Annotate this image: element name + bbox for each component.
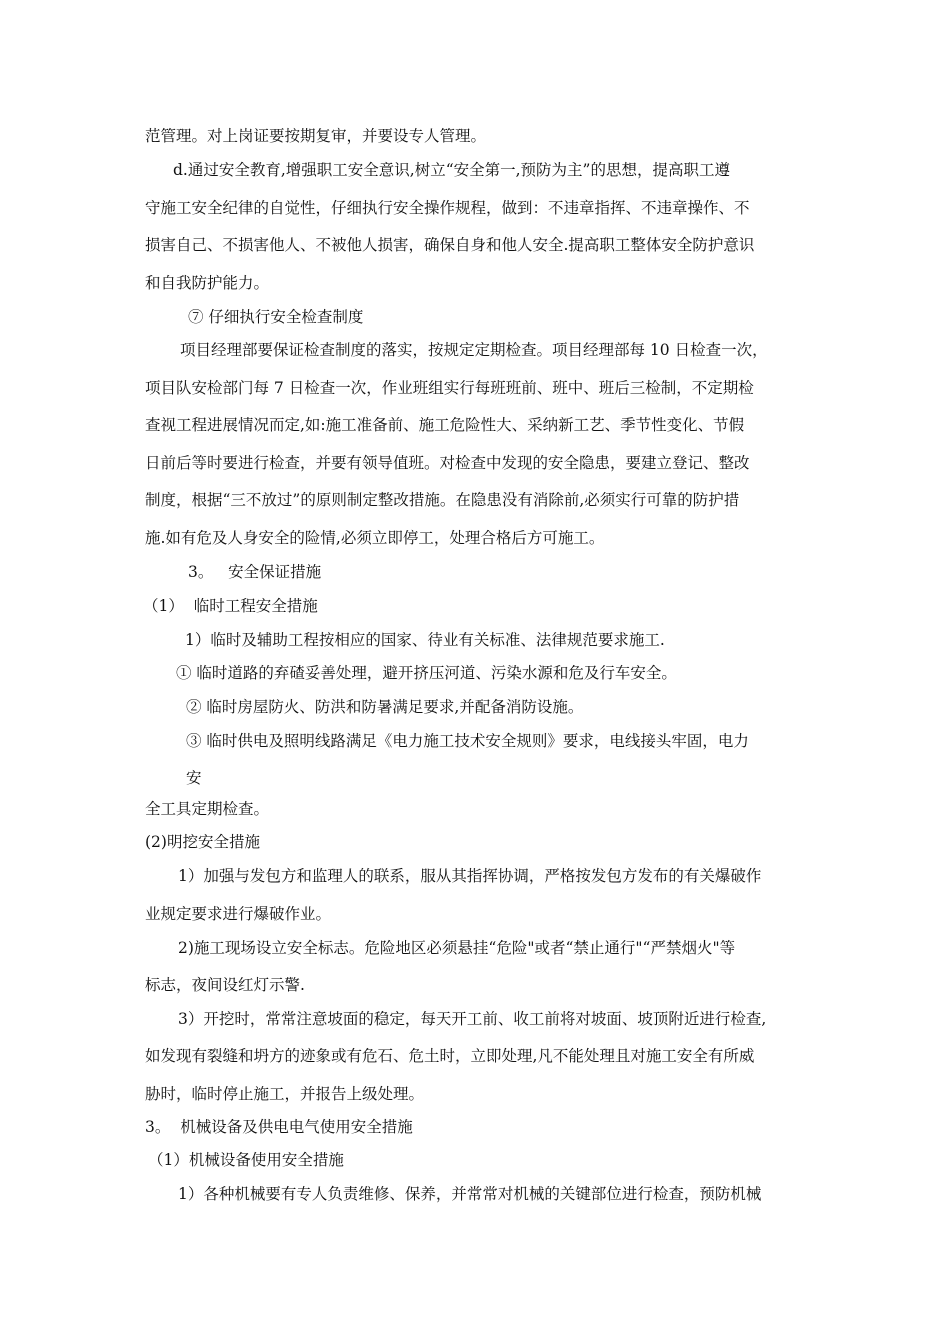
text-line: 如发现有裂缝和坍方的迹象或有危石、危土时，立即处理,凡不能处理且对施工安全有所威	[145, 1047, 755, 1065]
text-line: 日前后等时要进行检查，并要有领导值班。对检查中发现的安全隐患，要建立登记、整改	[145, 454, 750, 472]
section-heading: （1） 临时工程安全措施	[143, 597, 318, 615]
text-line: d.通过安全教育,增强职工安全意识,树立“安全第一,预防为主”的思想，提高职工遵	[173, 161, 730, 179]
text-line: 项目队安检部门每 7 日检查一次，作业班组实行每班班前、班中、班后三检制，不定期检	[145, 379, 754, 397]
text-line: 标志，夜间设红灯示警.	[145, 976, 305, 994]
text-line: 项目经理部要保证检查制度的落实，按规定定期检查。项目经理部每 10 日检查一次，	[180, 341, 768, 359]
section-heading: （1）机械设备使用安全措施	[148, 1151, 344, 1169]
text-line: ② 临时房屋防火、防洪和防暑满足要求,并配备消防设施。	[186, 698, 584, 716]
text-line: 全工具定期检查。	[145, 800, 270, 818]
section-heading: 3。 机械设备及供电电气使用安全措施	[145, 1118, 413, 1136]
text-line: ① 临时道路的弃碴妥善处理，避开挤压河道、污染水源和危及行车安全。	[176, 664, 677, 682]
text-line: 损害自己、不损害他人、不被他人损害，确保自身和他人安全.提高职工整体安全防护意识	[145, 236, 755, 254]
section-heading: 3。 安全保证措施	[188, 563, 322, 581]
section-heading: (2)明挖安全措施	[145, 833, 260, 851]
text-line: 守施工安全纪律的自觉性，仔细执行安全操作规程，做到：不违章指挥、不违章操作、不	[145, 199, 750, 217]
text-line: 3）开挖时，常常注意坡面的稳定，每天开工前、收工前将对坡面、坡顶附近进行检查,	[178, 1010, 767, 1028]
text-line: 1）加强与发包方和监理人的联系，服从其指挥协调，严格按发包方发布的有关爆破作	[178, 867, 762, 885]
text-line: 查视工程进展情况而定,如:施工准备前、施工危险性大、采纳新工艺、季节性变化、节假	[145, 416, 745, 434]
text-line: 和自我防护能力。	[145, 274, 270, 292]
text-line: 业规定要求进行爆破作业。	[145, 905, 332, 923]
text-line: 1）各种机械要有专人负责维修、保养，并常常对机械的关键部位进行检查，预防机械	[178, 1185, 762, 1203]
text-line: 范管理。对上岗证要按期复审，并要设专人管理。	[145, 127, 487, 145]
text-line: 胁时，临时停止施工，并报告上级处理。	[145, 1085, 425, 1103]
text-line: 安	[186, 769, 202, 787]
text-line: ③ 临时供电及照明线路满足《电力施工技术安全规则》要求，电线接头牢固，电力	[186, 732, 749, 750]
text-line: 施.如有危及人身安全的险情,必须立即停工，处理合格后方可施工。	[145, 529, 605, 547]
text-line: 1）临时及辅助工程按相应的国家、待业有关标准、法律规范要求施工.	[185, 631, 665, 649]
section-heading: ⑦ 仔细执行安全检查制度	[188, 308, 364, 326]
text-line: 制度，根据“三不放过”的原则制定整改措施。在隐患没有消除前,必须实行可靠的防护措	[145, 491, 740, 509]
text-line: 2)施工现场设立安全标志。危险地区必须悬挂“危险"或者“禁止通行"“严禁烟火"等	[178, 939, 736, 957]
